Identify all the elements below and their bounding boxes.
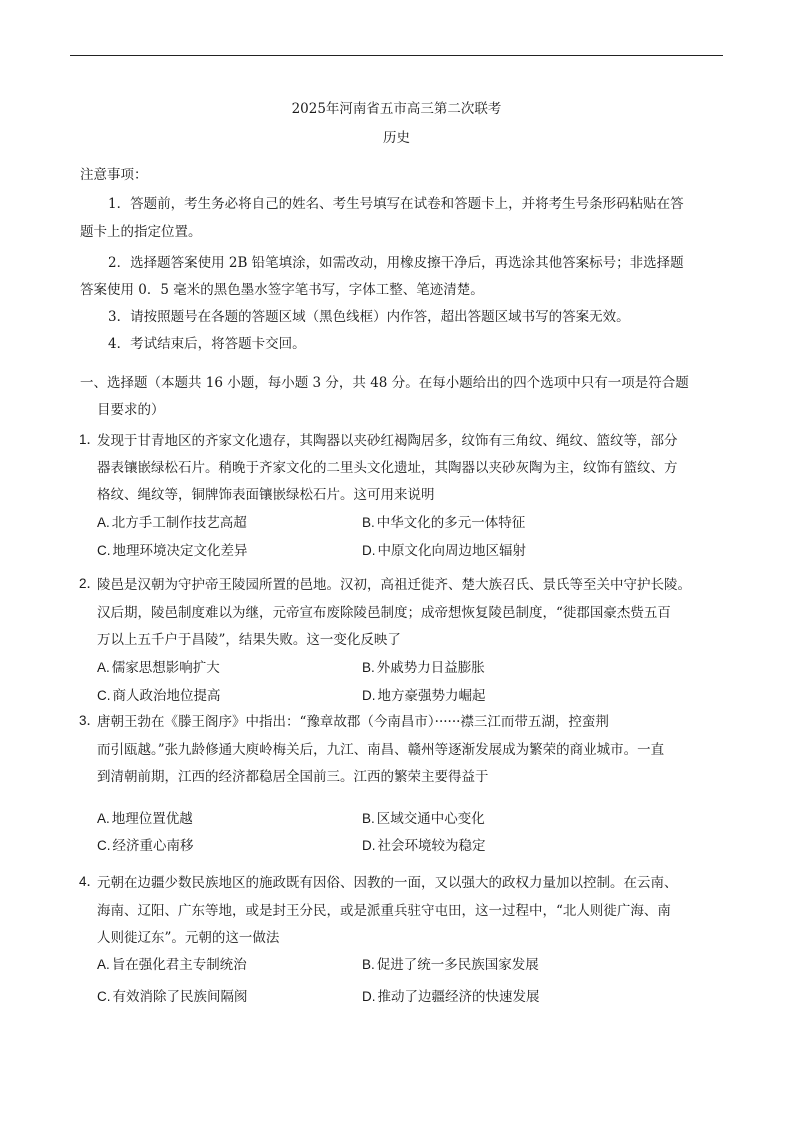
option-label: C.: [97, 838, 111, 853]
option-a[interactable]: [97, 658, 220, 678]
option-text: 地理环境决定文化差异: [112, 543, 248, 559]
question-1-line-1: 发现于甘青地区的齐家文化遗存，其陶器以夹砂红褐陶居多，纹饰有三角纹、绳纹、篮纹等，部分: [97, 433, 678, 449]
question-4-line-3: 人则徙辽东”。元朝的这一做法: [97, 930, 280, 946]
option-b[interactable]: [362, 513, 525, 533]
question-number: 3．: [79, 713, 101, 728]
question-2-line-3: 万以上五千户于昌陵”，结果失败。这一变化反映了: [97, 632, 401, 648]
option-text: 中原文化向周边地区辐射: [377, 543, 526, 559]
option-a[interactable]: [97, 513, 247, 533]
option-b[interactable]: [362, 809, 485, 829]
option-label: B.: [362, 515, 375, 530]
question-1-line-3: 格纹、绳纹等，铜牌饰表面镶嵌绿松石片。这可用来说明: [97, 487, 435, 503]
option-d[interactable]: [362, 686, 486, 706]
option-label: A.: [97, 811, 110, 826]
notice-item-1-line-2: 题卡上的指定位置。: [80, 224, 202, 240]
option-text: 推动了边疆经济的快速发展: [377, 989, 540, 1005]
option-text: 中华文化的多元一体特征: [376, 515, 526, 531]
option-label: A.: [97, 957, 110, 972]
notice-heading: 注意事项：: [80, 167, 148, 183]
option-label: B.: [362, 660, 375, 675]
question-number: 1．: [79, 432, 101, 447]
section-heading-line-2: 目要求的）: [97, 402, 165, 418]
option-text: 旨在强化君主专制统治: [111, 957, 247, 973]
option-label: A.: [97, 660, 110, 675]
option-c[interactable]: [97, 686, 221, 706]
header-rule: [70, 55, 723, 56]
option-a[interactable]: [97, 955, 247, 975]
option-text: 有效消除了民族间隔阂: [112, 989, 248, 1005]
option-label: C.: [97, 688, 111, 703]
section-heading-line-1: 一、选择题（本题共 16 小题，每小题 3 分，共 48 分。在每小题给出的四个选项中只有一项是符合题: [80, 375, 689, 391]
question-3-line-2: 而引瓯越。”张九龄修通大庾岭梅关后，九江、南昌、赣州等逐渐发展成为繁荣的商业城市。一直: [97, 742, 665, 758]
option-label: D.: [362, 543, 376, 558]
option-label: B.: [362, 811, 375, 826]
notice-item-2-line-1: 2．选择题答案使用 2B 铅笔填涂，如需改动，用橡皮擦干净后，再选涂其他答案标号；非选择题: [108, 255, 684, 271]
option-c[interactable]: [97, 541, 248, 561]
question-2-line-1: 陵邑是汉朝为守护帝王陵园所置的邑地。汉初，高祖迁徙齐、楚大族召氏、景氏等至关中守护长陵。: [97, 577, 691, 593]
exam-title: 2025年河南省五市高三第二次联考: [291, 101, 502, 117]
notice-item-1-line-1: 1．答题前，考生务必将自己的姓名、考生号填写在试卷和答题卡上，并将考生号条形码粘贴在答: [108, 196, 684, 212]
option-label: C.: [97, 989, 111, 1004]
option-text: 促进了统一多民族国家发展: [376, 957, 539, 973]
option-text: 商人政治地位提高: [112, 688, 221, 704]
option-label: B.: [362, 957, 375, 972]
option-text: 外戚势力日益膨胀: [376, 660, 485, 676]
option-label: C.: [97, 543, 111, 558]
option-d[interactable]: [362, 836, 486, 856]
question-1-line-2: 器表镶嵌绿松石片。稍晚于齐家文化的二里头文化遗址，其陶器以夹砂灰陶为主，纹饰有篮纹、方: [97, 460, 678, 476]
option-text: 北方手工制作技艺高超: [111, 515, 247, 531]
question-3-line-1: 唐朝王勃在《滕王阁序》中指出：“豫章故郡（今南昌市）······襟三江而带五湖，控蛮荆: [97, 714, 609, 730]
option-a[interactable]: [97, 809, 193, 829]
question-4-line-2: 海南、辽阳、广东等地，或是封王分民，或是派重兵驻守屯田，这一过程中，“北人则徙广海、南: [97, 903, 671, 919]
option-text: 区域交通中心变化: [376, 811, 485, 827]
question-4-line-1: 元朝在边疆少数民族地区的施政既有因俗、因教的一面，又以强大的政权力量加以控制。在云南、: [97, 875, 678, 891]
question-2-line-2: 汉后期，陵邑制度难以为继，元帝宣布废除陵邑制度；成帝想恢复陵邑制度，“徙郡国豪杰赀五百: [97, 605, 671, 621]
option-b[interactable]: [362, 658, 485, 678]
option-b[interactable]: [362, 955, 539, 975]
option-d[interactable]: [362, 541, 526, 561]
option-d[interactable]: [362, 987, 540, 1007]
option-text: 地方豪强势力崛起: [377, 688, 486, 704]
notice-item-3: 3．请按照题号在各题的答题区域（黑色线框）内作答，超出答题区域书写的答案无效。: [108, 309, 630, 325]
question-number: 2．: [79, 576, 101, 591]
option-label: A.: [97, 515, 110, 530]
option-text: 地理位置优越: [111, 811, 193, 827]
question-3-line-3: 到清朝前期，江西的经济都稳居全国前三。江西的繁荣主要得益于: [97, 769, 489, 785]
option-c[interactable]: [97, 836, 194, 856]
option-label: D.: [362, 838, 376, 853]
notice-item-2-line-2: 答案使用 0．5 毫米的黑色墨水签字笔书写，字体工整、笔迹清楚。: [80, 282, 484, 298]
option-label: D.: [362, 989, 376, 1004]
option-label: D.: [362, 688, 376, 703]
option-c[interactable]: [97, 987, 248, 1007]
question-number: 4．: [79, 874, 101, 889]
notice-item-4: 4．考试结束后，将答题卡交回。: [108, 336, 306, 352]
option-text: 经济重心南移: [112, 838, 194, 854]
option-text: 儒家思想影响扩大: [111, 660, 220, 676]
subject-title: 历史: [383, 130, 410, 146]
option-text: 社会环境较为稳定: [377, 838, 486, 854]
